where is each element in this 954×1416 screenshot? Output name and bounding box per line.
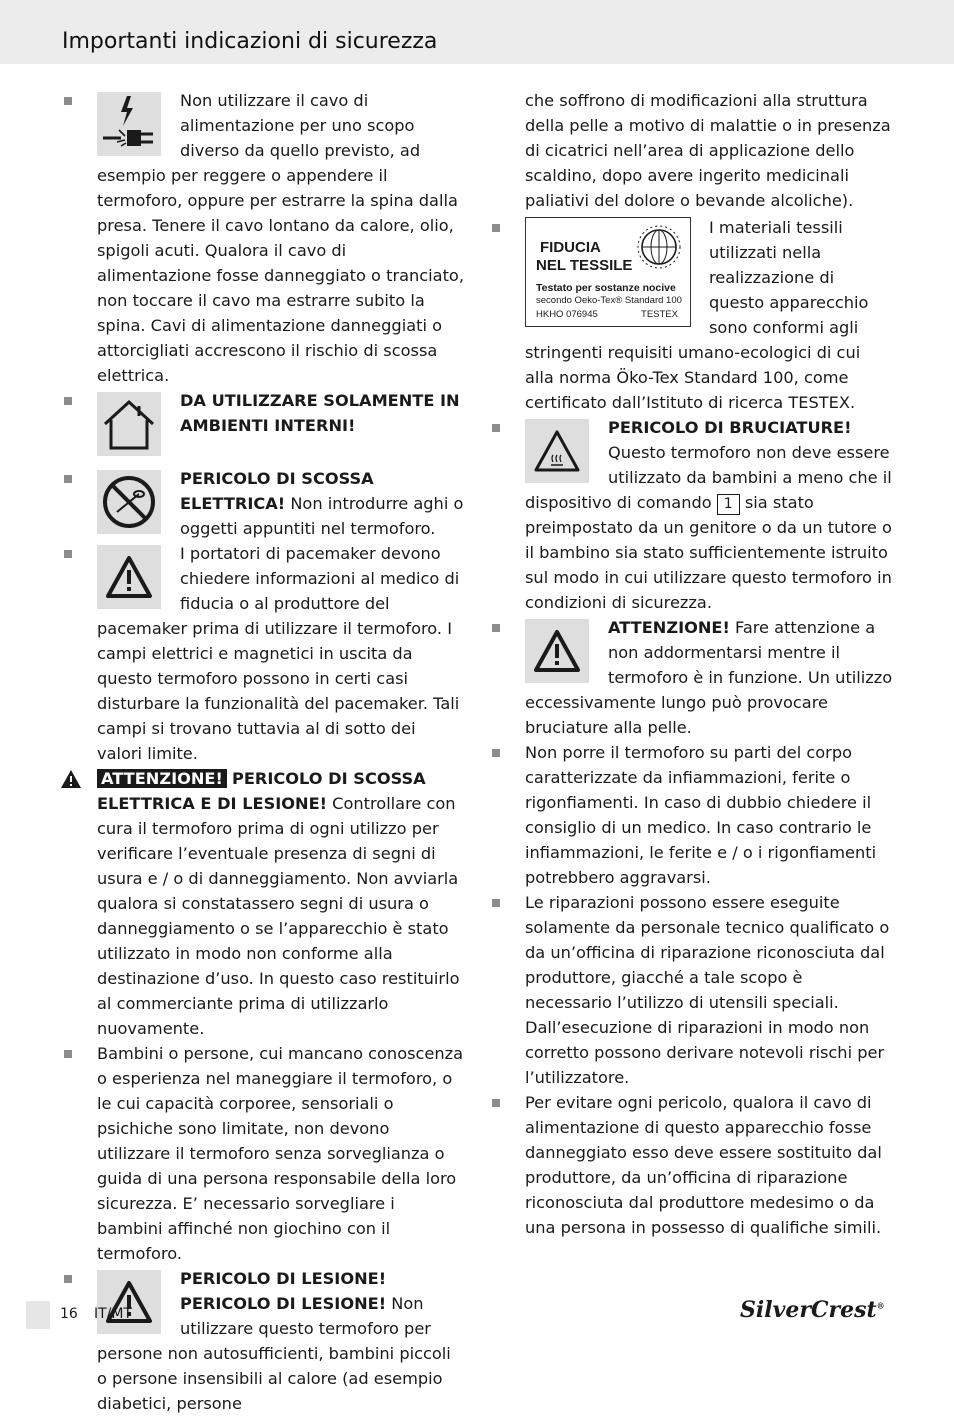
warning-icon (525, 619, 589, 683)
bullet (492, 424, 500, 432)
oekotex-label: FIDUCIA NEL TESSILE Testato per sostanze nocive secondo Oeko-Tex® Standard 100 HKHO 076945 TESTEX (525, 217, 691, 327)
bullet (64, 97, 72, 105)
warning-icon (97, 545, 161, 609)
continued-text: che soffrono di modificazioni alla struttura della pelle a motivo di malattie o in presenza di cicatrici nell’area di applicazione dello scaldino, dopo avere ingerito medicinali paliativi del dolore o bevande alcoliche). (525, 91, 891, 210)
bullet (492, 1099, 500, 1107)
safety-item-oekotex: FIDUCIA NEL TESSILE Testato per sostanze nocive secondo Oeko-Tex® Standard 100 HKHO 076945 TESTEX I materiali tessili utilizzati nella realizzazione di questo apparecchio sono conformi agli stringenti requisiti umano-ecologici di cui alla norma Öko-Tex Standard 100, come certificato dall’Istituto di ricerca TESTEX. (488, 215, 893, 415)
safety-item-children: Bambini o persone, cui mancano conoscenza o esperienza nel maneggiare il termoforo, o le cui capacità corporee, sensoriali o psichiche sono limitate, non devono utilizzare il termoforo senza sorveglianza o guida di una persona responsabile della loro sicurezza. E’ necessario sorvegliare i bambini affinché non giochino con il termoforo. (60, 1041, 465, 1266)
safety-item-pacemaker: I portatori di pacemaker devono chiedere informazioni al medico di fiducia o al produttore del pacemaker prima di utilizzare il termoforo. I campi elettrici e magnetici in uscita da questo termoforo possono in certi casi disturbare la funzionalità del pacemaker. Tali campi si trovano tuttavia al di sotto dei valori limite. (60, 541, 465, 766)
warning-icon (60, 769, 82, 789)
bullet (64, 397, 72, 405)
footer-marker (26, 1301, 50, 1329)
safety-item-sleep: ATTENZIONE! Fare attenzione a non addormentarsi mentre il termoforo è in funzione. Un utilizzo eccessivamente lungo può provocare bruciature alla pelle. (488, 615, 893, 740)
control-number-box: 1 (717, 494, 740, 515)
safety-item-cable: Non utilizzare il cavo di alimentazione per uno scopo diverso da quello previsto, ad esempio per reggere o appendere il termoforo, oppure per estrarre la spina dalla presa. Tenere il cavo lontano da calore, olio, spigoli acuti. Qualora il cavo di alimentazione fosse danneggiato o tranciato, non toccare il cavo ma estrarre subito la spina. Cavi di alimentazione danneggiati o attorcigliati accrescono il rischio di scossa elettrica. (60, 88, 465, 388)
bullet (492, 899, 500, 907)
safety-item-burns: PERICOLO DI BRUCIATURE! Questo termoforo non deve essere utilizzato da bambini a meno che il dispositivo di comando 1 sia stato preimpostato da un genitore o da un tutore o il bambino sia stato sufficientemente istruito sul modo in cui utilizzare questo termoforo in condizioni di sicurezza. (488, 415, 893, 615)
bullet (492, 749, 500, 757)
bullet (64, 1050, 72, 1058)
left-column (60, 88, 465, 1416)
globe-icon (636, 224, 682, 270)
warning-icon (97, 1270, 161, 1334)
safety-item-inflammation: Non porre il termoforo su parti del corpo caratterizzate da infiammazioni, ferite o rigonfiamenti. In caso di dubbio chiedere il consiglio di un medico. In caso contrario le infiammazioni, le ferite e / o i rigonfiamenti potrebbero aggravarsi. (488, 740, 893, 890)
safety-item-needles: PERICOLO DI SCOSSA ELETTRICA! Non introdurre aghi o oggetti appuntiti nel termoforo. (60, 466, 465, 541)
bullet (64, 475, 72, 483)
safety-item-repairs: Le riparazioni possono essere eseguite solamente da personale tecnico qualificato o da un’officina di riparazione riconosciuta dal produttore, giacché a tale scopo è necessario l’utilizzo di utensili speciali. Dall’esecuzione di riparazioni in modo non corretto possono derivare notevoli rischi per l’utilizzatore. (488, 890, 893, 1090)
safety-item-cable-replacement: Per evitare ogni pericolo, qualora il cavo di alimentazione di questo apparecchio fosse danneggiato esso deve essere sostituito dal produttore, da un’officina di riparazione riconosciuta dal produttore medesimo o da una persona in possesso di qualifiche simili. (488, 1090, 893, 1240)
house-icon (97, 392, 161, 456)
bullet (492, 624, 500, 632)
damaged-plug-icon (97, 92, 161, 156)
no-needles-icon (97, 470, 161, 534)
page-title: Importanti indicazioni di sicurezza (62, 29, 438, 54)
safety-item-attention-shock: ATTENZIONE! PERICOLO DI SCOSSA ELETTRICA E DI LESIONE! Controllare con cura il termoforo prima di ogni utilizzo per verificare l’eventuale presenza di segni di usura e / o di danneggiamento. Non avviarla qualora si constatassero segni di usura o danneggiamento o se l’apparecchio è stato utilizzato in modo non conforme alla destinazione d’uso. In questo caso restituirlo al commerciante prima di utilizzarlo nuovamente. (60, 766, 465, 1041)
page-number: 16 (60, 1306, 78, 1322)
brand-logo: SilverCrest® (740, 1297, 885, 1323)
bullet (492, 224, 500, 232)
safety-item-injury: PERICOLO DI LESIONE! PERICOLO DI LESIONE! Non utilizzare questo termoforo per persone non autosufficienti, bambini piccoli o persone insensibili al calore (ad esempio diabetici, persone (60, 1266, 465, 1416)
language-code: IT/MT (94, 1306, 133, 1322)
right-column (488, 88, 893, 1240)
bullet (64, 1275, 72, 1283)
hot-surface-warning-icon (525, 419, 589, 483)
bullet (64, 550, 72, 558)
page-header (0, 0, 954, 64)
safety-item-indoor: DA UTILIZZARE SOLAMENTE IN AMBIENTI INTERNI! (60, 388, 465, 460)
